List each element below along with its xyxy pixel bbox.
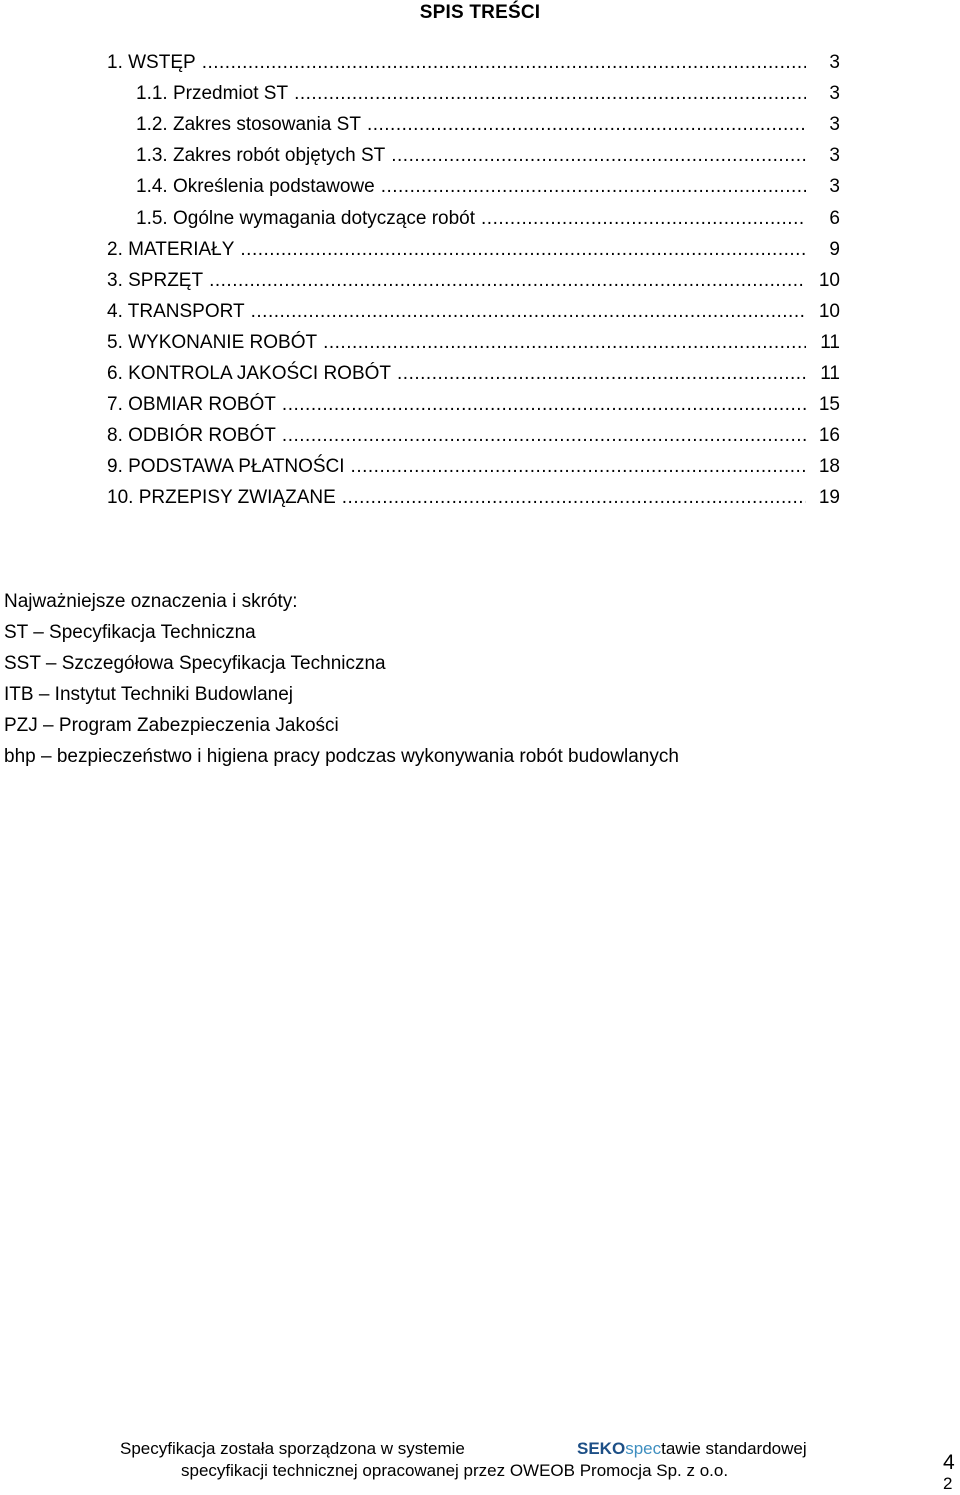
toc-entry-page: 10 <box>818 301 840 322</box>
toc-dot-leader <box>351 454 806 480</box>
toc-entry-label: 1.2. Zakres stosowania ST <box>136 114 361 135</box>
toc-entry-page: 6 <box>829 208 840 229</box>
toc-entry[interactable] <box>107 299 840 325</box>
toc-entry-page: 10 <box>818 270 840 291</box>
page-number-top: 4 <box>943 1451 955 1474</box>
toc-entry-page: 3 <box>829 52 840 73</box>
toc-entry[interactable] <box>107 485 840 511</box>
toc-entry-page: 19 <box>818 487 840 508</box>
toc-entry-page: 11 <box>820 363 840 384</box>
toc-entry[interactable] <box>136 206 840 232</box>
toc-entry-label: 8. ODBIÓR ROBÓT <box>107 425 276 446</box>
toc-dot-leader <box>240 237 806 263</box>
toc-dot-leader <box>282 423 806 449</box>
toc-dot-leader <box>381 174 806 200</box>
toc-entry-page: 3 <box>829 114 840 135</box>
toc-entry[interactable] <box>136 174 840 200</box>
abbreviation-item: ITB – Instytut Techniki Budowlanej <box>4 684 294 705</box>
toc-entry-page: 3 <box>829 176 840 197</box>
abbreviation-item: SST – Szczegółowa Specyfikacja Techniczna <box>4 653 386 674</box>
toc-dot-leader <box>251 299 806 325</box>
brand-spec: spec <box>625 1439 662 1458</box>
toc-entry[interactable] <box>107 237 840 263</box>
toc-entry-page: 11 <box>820 332 840 353</box>
toc-entry-label: 5. WYKONANIE ROBÓT <box>107 332 318 353</box>
toc-dot-leader <box>367 112 806 138</box>
toc-dot-leader <box>481 206 806 232</box>
footer-brand-line <box>577 1439 807 1459</box>
page-number-bottom: 2 <box>943 1474 953 1493</box>
toc-entry-page: 18 <box>818 456 840 477</box>
toc-entry[interactable] <box>107 50 840 76</box>
toc-entry[interactable] <box>107 268 840 294</box>
toc-dot-leader <box>397 361 806 387</box>
footer-text-left: Specyfikacja została sporządzona w systemie <box>120 1439 465 1458</box>
toc-entry-label: 6. KONTROLA JAKOŚCI ROBÓT <box>107 363 392 384</box>
toc-entry-page: 16 <box>818 425 840 446</box>
toc-dot-leader <box>202 50 806 76</box>
toc-entry-label: 1.1. Przedmiot ST <box>136 83 289 104</box>
abbreviation-item: bhp – bezpieczeństwo i higiena pracy podczas wykonywania robót budowlanych <box>4 746 679 767</box>
toc-entry-page: 3 <box>829 83 840 104</box>
toc-entry[interactable] <box>107 361 840 387</box>
toc-entry-page: 9 <box>829 239 840 260</box>
page-title: SPIS TREŚCI <box>419 2 541 23</box>
toc-entry[interactable] <box>136 112 840 138</box>
toc-entry[interactable] <box>136 143 840 169</box>
toc-dot-leader <box>294 81 806 107</box>
toc-entry[interactable] <box>136 81 840 107</box>
toc-entry-label: 4. TRANSPORT <box>107 301 245 322</box>
toc-entry-page: 15 <box>818 394 840 415</box>
toc-entry-label: 2. MATERIAŁY <box>107 239 235 260</box>
toc-entry-label: 1.3. Zakres robót objętych ST <box>136 145 386 166</box>
toc-entry[interactable] <box>107 423 840 449</box>
toc-entry-label: 10. PRZEPISY ZWIĄZANE <box>107 487 336 508</box>
toc-entry-label: 1. WSTĘP <box>107 52 196 73</box>
toc-entry[interactable] <box>107 454 840 480</box>
toc-dot-leader <box>323 330 806 356</box>
toc-entry-label: 1.5. Ogólne wymagania dotyczące robót <box>136 208 476 229</box>
toc-entry-page: 3 <box>829 145 840 166</box>
toc-dot-leader <box>282 392 806 418</box>
abbreviation-item: PZJ – Program Zabezpieczenia Jakości <box>4 715 339 736</box>
toc-entry-label: 3. SPRZĘT <box>107 270 204 291</box>
footer-text-right: tawie standardowej <box>661 1439 807 1458</box>
toc-entry-label: 9. PODSTAWA PŁATNOŚCI <box>107 456 345 477</box>
toc-entry[interactable] <box>107 392 840 418</box>
footer-text-line2: specyfikacji technicznej opracowanej przez OWEOB Promocja Sp. z o.o. <box>181 1461 729 1480</box>
toc-dot-leader <box>391 143 806 169</box>
toc-entry-label: 1.4. Określenia podstawowe <box>136 176 375 197</box>
toc-entry-label: 7. OBMIAR ROBÓT <box>107 394 276 415</box>
toc-dot-leader <box>342 485 806 511</box>
toc-dot-leader <box>209 268 806 294</box>
abbreviations-heading: Najważniejsze oznaczenia i skróty: <box>4 591 298 612</box>
abbreviations-section <box>4 586 679 772</box>
brand-seko: SEKO <box>577 1439 626 1458</box>
toc-entry[interactable] <box>107 330 840 356</box>
abbreviation-item: ST – Specyfikacja Techniczna <box>4 622 256 643</box>
